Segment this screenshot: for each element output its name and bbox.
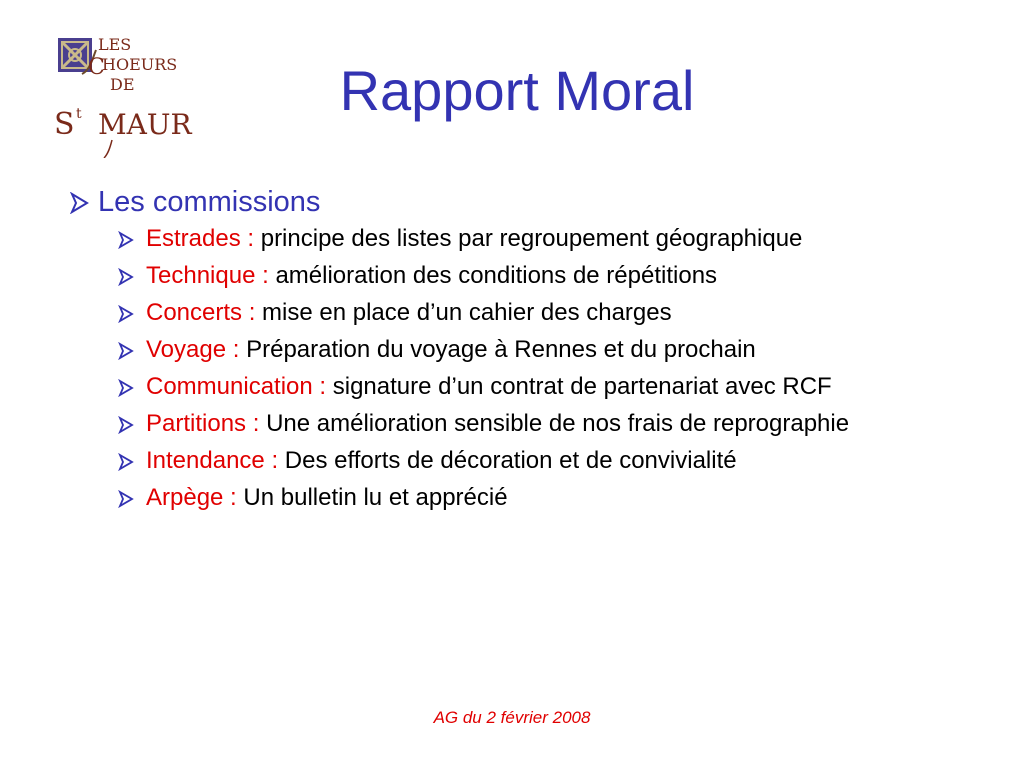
arrowhead-bullet-icon xyxy=(118,409,146,434)
commission-description: signature d’un contrat de partenariat avec RCF xyxy=(332,373,832,400)
commission-text xyxy=(146,298,672,327)
commission-text xyxy=(146,261,717,290)
commission-description: Préparation du voyage à Rennes et du prochain xyxy=(246,336,756,363)
arrowhead-bullet-icon xyxy=(118,335,146,360)
logo-line-2: HOEURS xyxy=(102,55,178,74)
commission-list xyxy=(118,224,990,512)
commission-label: Intendance : xyxy=(146,447,279,474)
commission-text xyxy=(146,483,508,512)
commission-item xyxy=(118,335,990,364)
logo-line-1: LES xyxy=(98,35,132,54)
commission-description: mise en place d’un cahier des charges xyxy=(262,299,672,326)
commission-label: Partitions : xyxy=(146,410,260,437)
commission-description: Des efforts de décoration et de convivialité xyxy=(284,447,737,474)
commission-description: Un bulletin lu et apprécié xyxy=(243,484,508,511)
arrowhead-bullet-icon xyxy=(118,372,146,397)
commission-text xyxy=(146,335,756,364)
logo-saint-sup: t xyxy=(76,106,82,122)
slide-title: Rapport Moral xyxy=(339,59,695,122)
arrowhead-bullet-icon xyxy=(118,224,146,249)
commission-item xyxy=(118,372,990,401)
commission-item xyxy=(118,483,990,512)
commission-text xyxy=(146,446,737,475)
logo-saint-abbrev: S xyxy=(54,107,75,142)
slide-footer: AG du 2 février 2008 xyxy=(433,708,591,727)
commission-item xyxy=(118,261,990,290)
arrowhead-bullet-icon xyxy=(118,446,146,471)
commission-text xyxy=(146,409,849,438)
arrowhead-bullet-icon xyxy=(118,483,146,508)
commission-item xyxy=(118,446,990,475)
commission-text xyxy=(146,372,832,401)
commission-text xyxy=(146,224,802,253)
commission-label: Concerts : xyxy=(146,299,256,326)
commission-item xyxy=(118,409,990,438)
commission-label: Communication : xyxy=(146,373,327,400)
commission-label: Arpège : xyxy=(146,484,237,511)
commission-description: principe des listes par regroupement géographique xyxy=(260,225,803,252)
commission-description: Une amélioration sensible de nos frais de reprographie xyxy=(266,410,850,437)
slide-body xyxy=(70,184,990,520)
arrowhead-bullet-icon xyxy=(118,298,146,323)
logo-line-3: DE xyxy=(110,75,135,94)
section-heading: Les commissions xyxy=(98,186,321,218)
commission-item xyxy=(118,224,990,253)
commission-item xyxy=(118,298,990,327)
heading-bullet xyxy=(70,184,990,220)
commission-label: Voyage : xyxy=(146,336,240,363)
commission-label: Estrades : xyxy=(146,225,255,252)
arrowhead-bullet-icon xyxy=(118,261,146,286)
logo-initial: C xyxy=(88,55,105,80)
commission-label: Technique : xyxy=(146,262,269,289)
commission-description: amélioration des conditions de répétitions xyxy=(275,262,718,289)
logo-line-4: MAUR xyxy=(98,108,192,141)
arrowhead-bullet-icon xyxy=(70,184,98,214)
